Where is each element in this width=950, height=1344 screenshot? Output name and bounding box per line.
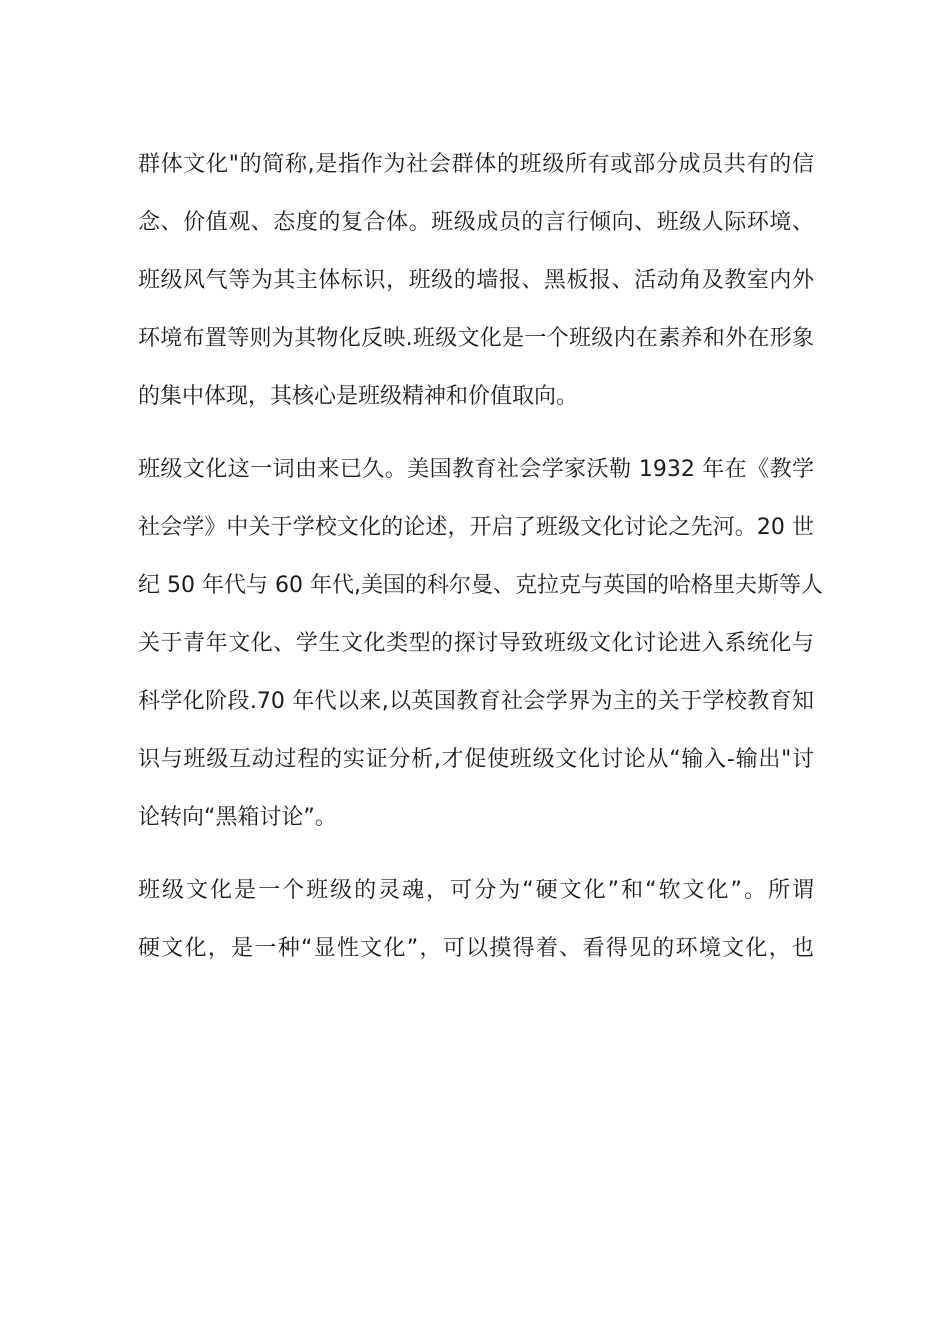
paragraph-gap bbox=[138, 426, 814, 441]
text-line: 识与班级互动过程的实证分析,才促使班级文化讨论从“输入-输出"讨 bbox=[138, 747, 814, 772]
text-line: 班级风气等为其主体标识，班级的墙报、黑板报、活动角及教室内外 bbox=[138, 268, 814, 293]
text-line: 论转向“黑箱讨论”。 bbox=[138, 805, 337, 830]
text-line: 念、价值观、态度的复合体。班级成员的言行倾向、班级人际环境、 bbox=[138, 210, 814, 235]
text-line: 纪 50 年代与 60 年代,美国的科尔曼、克拉克与英国的哈格里夫斯等人 bbox=[138, 573, 823, 598]
document-body bbox=[138, 136, 823, 978]
paragraph-2 bbox=[138, 441, 823, 847]
text-line: 班级文化这一词由来已久。美国教育社会学家沃勒 1932 年在《教学 bbox=[138, 457, 814, 482]
text-line: 科学化阶段.70 年代以来,以英国教育社会学界为主的关于学校教育知 bbox=[138, 689, 814, 714]
text-line: 环境布置等则为其物化反映.班级文化是一个班级内在素养和外在形象 bbox=[138, 326, 814, 351]
text-line: 班级文化是一个班级的灵魂，可分为“硬文化”和“软文化”。所谓 bbox=[138, 878, 814, 903]
text-line: 关于青年文化、学生文化类型的探讨导致班级文化讨论进入系统化与 bbox=[138, 631, 814, 656]
paragraph-3 bbox=[138, 862, 814, 978]
paragraph-gap bbox=[138, 847, 814, 862]
text-line: 社会学》中关于学校文化的论述，开启了班级文化讨论之先河。20 世 bbox=[138, 515, 814, 540]
text-line: 群体文化"的简称,是指作为社会群体的班级所有或部分成员共有的信 bbox=[138, 152, 814, 177]
text-line: 的集中体现，其核心是班级精神和价值取向。 bbox=[138, 384, 579, 409]
text-line: 硬文化，是一种“显性文化”，可以摸得着、看得见的环境文化，也 bbox=[138, 936, 814, 961]
paragraph-1 bbox=[138, 136, 814, 426]
